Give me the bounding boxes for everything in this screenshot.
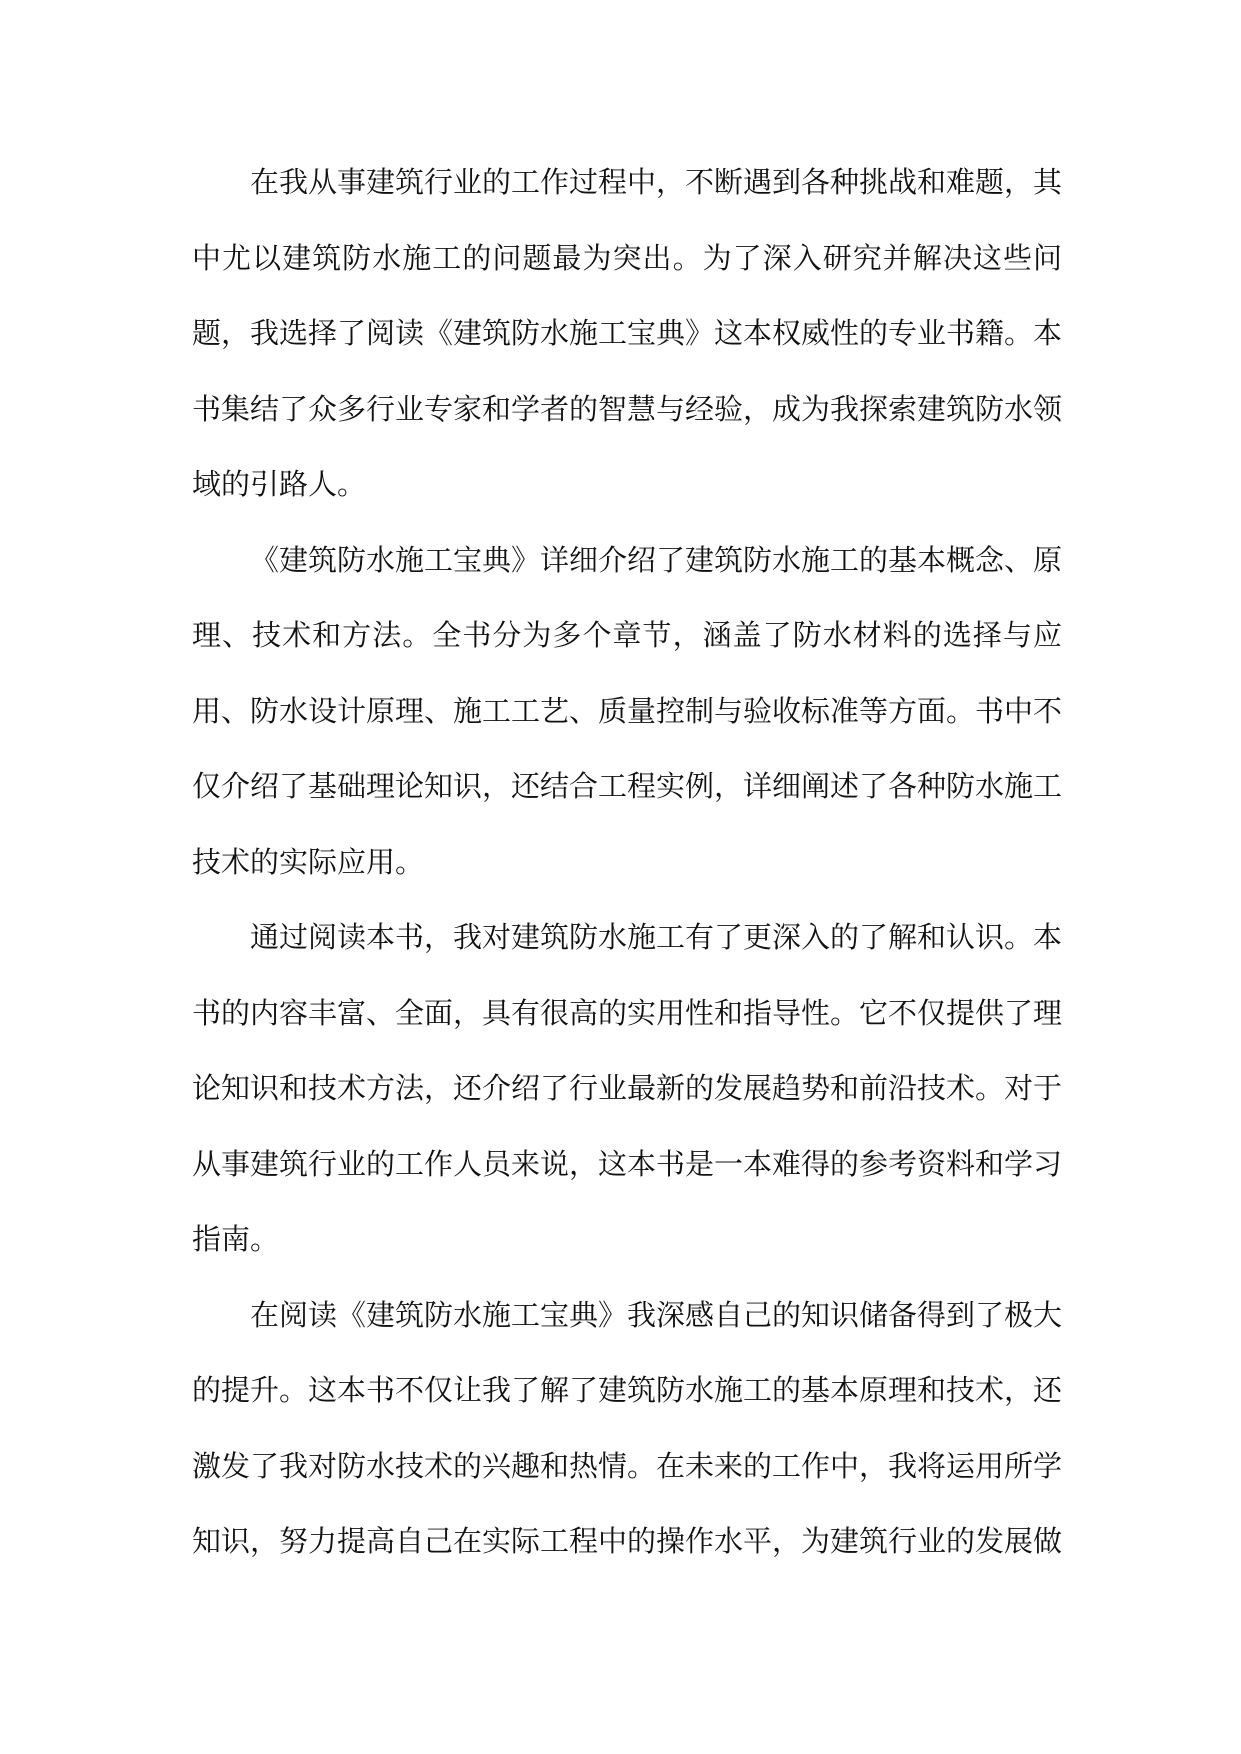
document-body	[192, 145, 1062, 1580]
paragraph-4: 在阅读《建筑防水施工宝典》我深感自己的知识储备得到了极大的提升。这本书不仅让我了解了建筑防水施工的基本原理和技术，还激发了我对防水技术的兴趣和热情。在未来的工作中，我将运用所学知识，努力提高自己在实际工程中的操作水平，为建筑行业的发展做	[192, 1297, 1063, 1558]
paragraph-3: 通过阅读本书，我对建筑防水施工有了更深入的了解和认识。本书的内容丰富、全面，具有很高的实用性和指导性。它不仅提供了理论知识和技术方法，还介绍了行业最新的发展趋势和前沿技术。对于从事建筑行业的工作人员来说，这本书是一本难得的参考资料和学习指南。	[192, 920, 1063, 1256]
paragraph-1: 在我从事建筑行业的工作过程中，不断遇到各种挑战和难题，其中尤以建筑防水施工的问题最为突出。为了深入研究并解决这些问题，我选择了阅读《建筑防水施工宝典》这本权威性的专业书籍。本书集结了众多行业专家和学者的智慧与经验，成为我探索建筑防水领域的引路人。	[192, 165, 1063, 501]
paragraph-2: 《建筑防水施工宝典》详细介绍了建筑防水施工的基本概念、原理、技术和方法。全书分为多个章节，涵盖了防水材料的选择与应用、防水设计原理、施工工艺、质量控制与验收标准等方面。书中不仅介绍了基础理论知识，还结合工程实例，详细阐述了各种防水施工技术的实际应用。	[192, 542, 1063, 879]
